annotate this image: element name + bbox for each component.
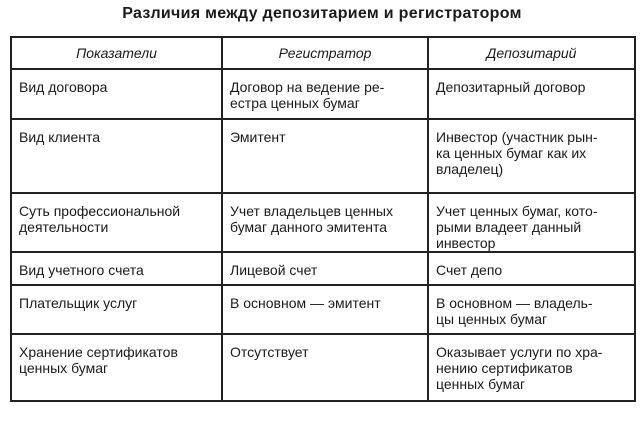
depository-cell: Инвестор (участник рын- ка ценных бумаг как их владелец)	[428, 119, 635, 193]
registrar-cell: Договор на ведение ре- естра ценных бумаг	[222, 69, 428, 119]
table-row	[11, 252, 635, 285]
registrar-cell: Отсутствует	[222, 334, 428, 401]
indicator-cell: Хранение сертификатов ценных бумаг	[11, 334, 222, 401]
registrar-cell: Учет владельцев ценных бумаг данного эмитента	[222, 193, 428, 252]
page-title: Различия между депозитарием и регистратором	[122, 5, 522, 22]
indicator-cell: Вид учетного счета	[11, 252, 222, 285]
registrar-cell: Лицевой счет	[222, 252, 428, 285]
table-row	[11, 285, 635, 334]
table-row	[11, 119, 635, 193]
depository-cell: Депозитарный договор	[428, 69, 635, 119]
depository-cell: В основном — владель- цы ценных бумаг	[428, 285, 635, 334]
header-row	[11, 37, 635, 69]
indicator-cell: Плательщик услуг	[11, 285, 222, 334]
registrar-cell: Эмитент	[222, 119, 428, 193]
depository-cell: Оказывает услуги по хра- нению сертификатов ценных бумаг	[428, 334, 635, 401]
header-depository: Депозитарий	[428, 37, 635, 69]
indicator-cell: Вид договора	[11, 69, 222, 119]
comparison-table	[10, 36, 636, 402]
indicator-cell: Суть профессиональной деятельности	[11, 193, 222, 252]
header-registrar: Регистратор	[222, 37, 428, 69]
header-indicators: Показатели	[11, 37, 222, 69]
registrar-cell: В основном — эмитент	[222, 285, 428, 334]
table-row	[11, 334, 635, 401]
depository-cell: Учет ценных бумаг, кото- рыми владеет данный инвестор	[428, 193, 635, 252]
table-row	[11, 193, 635, 252]
depository-cell: Счет депо	[428, 252, 635, 285]
table-row	[11, 69, 635, 119]
indicator-cell: Вид клиента	[11, 119, 222, 193]
